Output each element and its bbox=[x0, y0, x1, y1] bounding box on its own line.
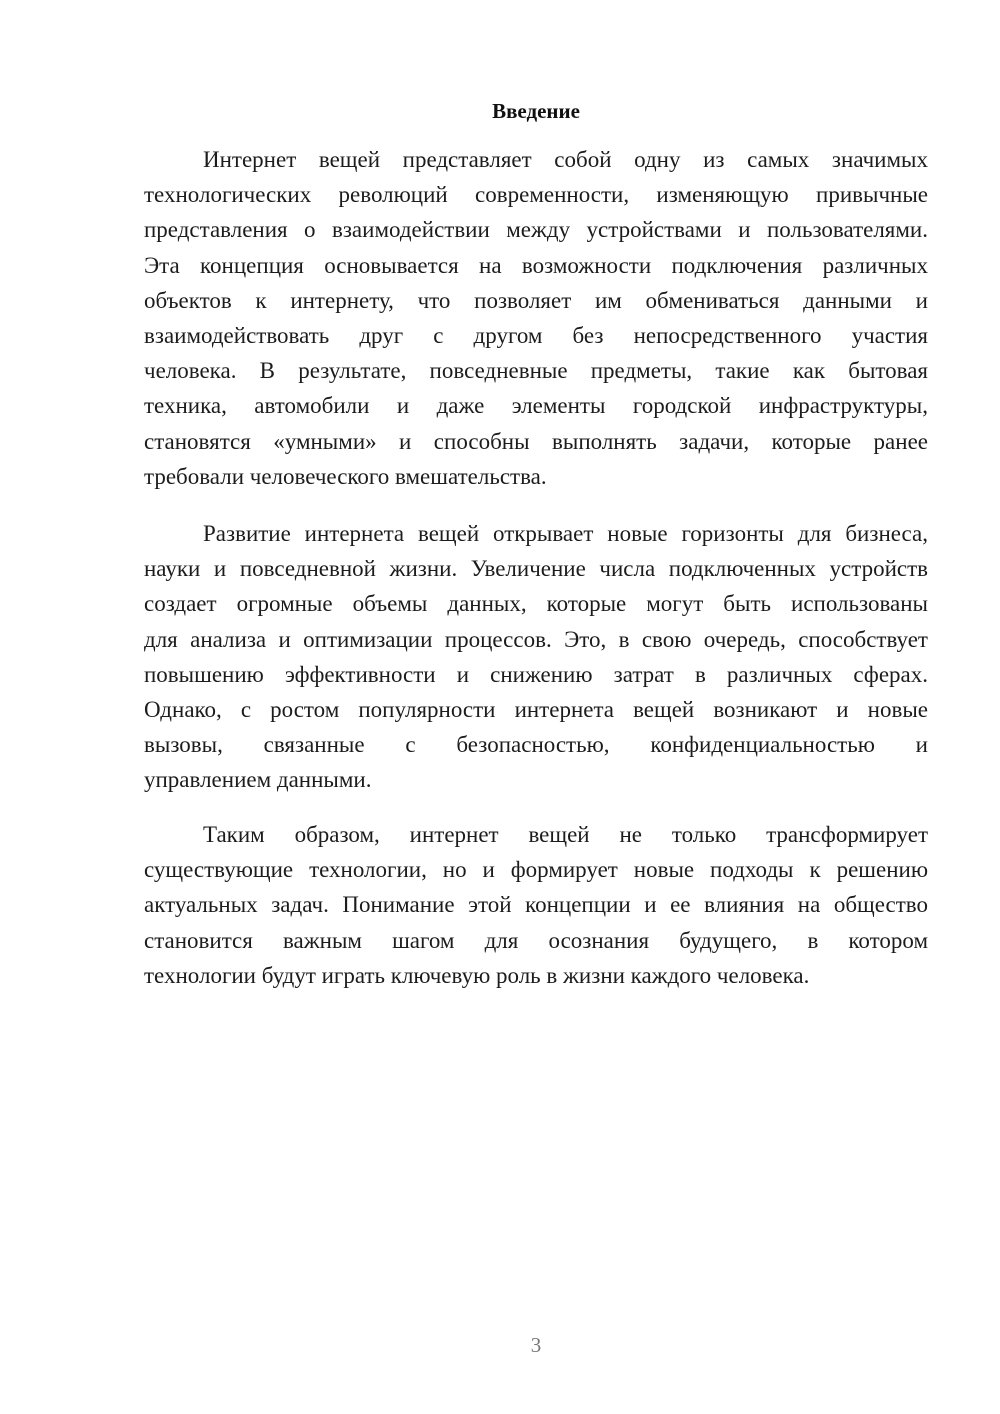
text-line: существующие технологии, но и формирует новые подходы к решению bbox=[144, 857, 928, 883]
page-number: 3 bbox=[530, 1333, 542, 1357]
text-line: управлением данными. bbox=[144, 767, 372, 793]
text-line: Таким образом, интернет вещей не только трансформирует bbox=[203, 822, 928, 847]
text-line: для анализа и оптимизации процессов. Это, в свою очередь, способствует bbox=[144, 626, 928, 652]
text-line: науки и повседневной жизни. Увеличение числа подключенных устройств bbox=[144, 556, 928, 582]
text-line: технологических революций современности, изменяющую привычные bbox=[144, 182, 928, 208]
text-line: Интернет вещей представляет собой одну из самых значимых bbox=[203, 147, 928, 172]
text-line: создает огромные объемы данных, которые могут быть использованы bbox=[144, 591, 928, 617]
text-line: представления о взаимодействии между устройствами и пользователями. bbox=[144, 217, 928, 243]
text-line: актуальных задач. Понимание этой концепции и ее влияния на общество bbox=[144, 892, 928, 918]
text-line: человека. В результате, повседневные предметы, такие как бытовая bbox=[144, 358, 928, 384]
section-title: Введение bbox=[492, 99, 580, 123]
text-line: взаимодействовать друг с другом без непосредственного участия bbox=[144, 322, 928, 348]
text-line: Развитие интернета вещей открывает новые горизонты для бизнеса, bbox=[203, 521, 928, 546]
text-line: Однако, с ростом популярности интернета вещей возникают и новые bbox=[144, 696, 928, 722]
text-line: техника, автомобили и даже элементы городской инфраструктуры, bbox=[144, 393, 928, 419]
text-line: требовали человеческого вмешательства. bbox=[144, 463, 547, 489]
text-line: объектов к интернету, что позволяет им обмениваться данными и bbox=[144, 287, 928, 313]
paragraph-3 bbox=[144, 817, 928, 993]
paragraph-2 bbox=[144, 516, 928, 798]
text-line: становится важным шагом для осознания будущего, в котором bbox=[144, 927, 928, 953]
text-line: становятся «умными» и способны выполнять задачи, которые ранее bbox=[144, 428, 928, 454]
text-line: повышению эффективности и снижению затрат в различных сферах. bbox=[144, 661, 928, 687]
paragraph-1 bbox=[144, 142, 928, 494]
text-line: Эта концепция основывается на возможности подключения различных bbox=[144, 252, 928, 278]
text-line: технологии будут играть ключевую роль в жизни каждого человека. bbox=[144, 962, 810, 988]
text-line: вызовы, связанные с безопасностью, конфиденциальностью и bbox=[144, 732, 928, 758]
